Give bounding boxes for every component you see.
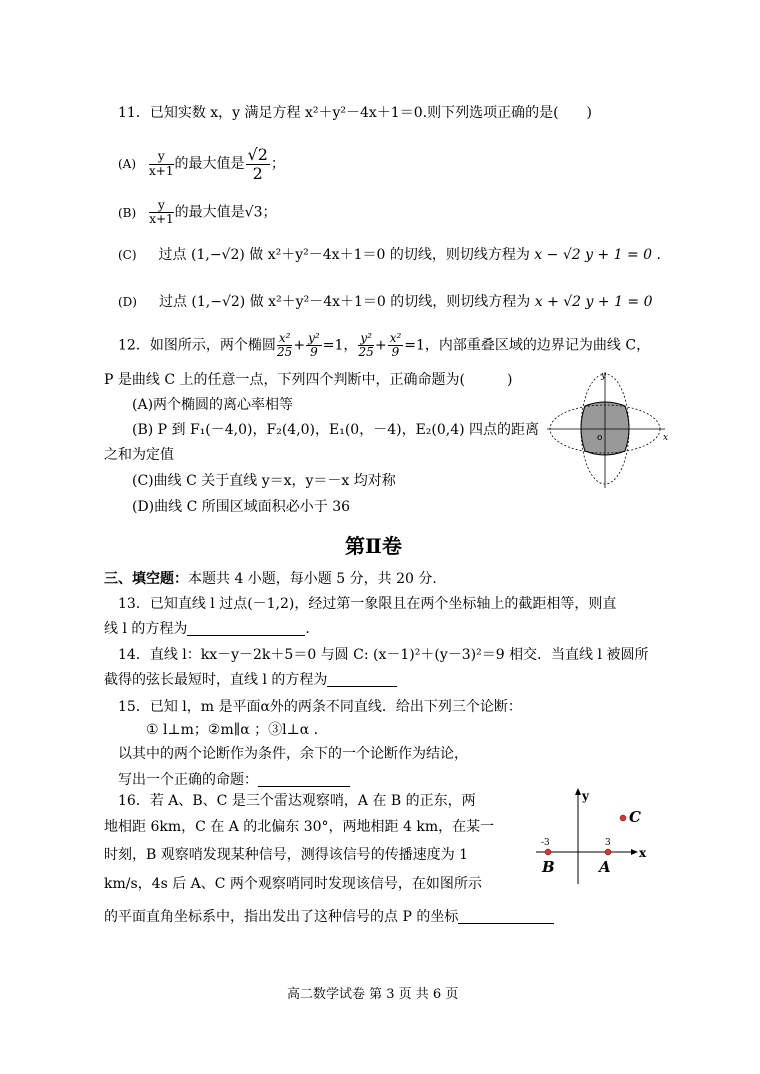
- q12-option-d: (D)曲线 C 所围区域面积必小于 36: [132, 499, 351, 515]
- q11-option-b: (B) $\frac{y}{x+1}$ 的最大值是√3；: [118, 198, 277, 227]
- point-a: [605, 849, 611, 855]
- q16-coordinate-figure: [530, 784, 655, 888]
- q11-option-c: (C) 过点 (1,−√2) 做 x²＋y²－4x＋1＝0 的切线，则切线方程为 x − √2 y + 1 = 0 .: [118, 247, 661, 263]
- q14-line2: 截得的弦长最短时，直线 l 的方程为: [104, 672, 397, 687]
- point-c: [620, 815, 626, 821]
- tick-label-3: 3: [605, 838, 611, 848]
- q13-line2: 线 l 的方程为 .: [104, 621, 310, 637]
- q13-answer-blank[interactable]: [187, 621, 305, 636]
- q11-stem: 11．已知实数 x，y 满足方程 x²＋y²－4x＋1＝0.则下列选项正确的是( ): [118, 105, 592, 121]
- q15-line3: 以其中的两个论断作为条件，余下的一个论断作为结论，: [118, 746, 468, 762]
- x-axis-arrow: [631, 849, 638, 855]
- q16-answer-blank[interactable]: [458, 909, 554, 924]
- y-axis-label: y: [582, 789, 589, 803]
- q16-line5: 的平面直角坐标系中，指出发出了这种信号的点 P 的坐标: [104, 909, 554, 924]
- part3-heading: 三、填空题：本题共 4 小题，每小题 5 分，共 20 分.: [104, 571, 437, 587]
- q15-line2: ① l⊥m；②m∥α ；③l⊥α ．: [146, 722, 328, 738]
- point-b: [545, 849, 551, 855]
- q12-line2: P 是曲线 C 上的任意一点，下列四个判断中，正确命题为( ): [104, 372, 513, 388]
- q12-option-a: (A)两个椭圆的离心率相等: [132, 397, 294, 413]
- label-a: A: [599, 858, 611, 876]
- q11-option-a: (A) $\frac{y}{x+1}$ 的最大值是 $\frac{√2}{2}$ ；: [118, 145, 285, 183]
- q11-option-d: (D) 过点 (1,−√2) 做 x²＋y²－4x＋1＝0 的切线，则切线方程为 x + √2 y + 1 = 0: [118, 294, 653, 310]
- q12-option-b: (B) P 到 F₁(－4,0)，F₂(4,0)，E₁(0，－4)，E₂(0,4) 四点的距离: [132, 422, 540, 438]
- q14-answer-blank[interactable]: [327, 672, 397, 687]
- q16-line1: 16．若 A、B、C 是三个雷达观察哨，A 在 B 的正东，两: [118, 793, 476, 809]
- q13-line1: 13．已知直线 l 过点(－1,2)，经过第一象限且在两个坐标轴上的截距相等，则直: [118, 596, 617, 612]
- y-axis-label: y: [601, 371, 607, 381]
- label-c: C: [629, 808, 641, 826]
- origin-label: o: [597, 433, 603, 443]
- q12-stem: 12．如图所示，两个椭圆 $\frac{\text{x²}}{25}$ + $\frac{\text{y²}}{9}$ =1， $\frac{\text{y²}}{25}$ + $\frac{\text{x²}}{9}$ =1，内部重叠区域的边界记为曲线 C，: [118, 331, 651, 360]
- q12-option-c: (C)曲线 C 关于直线 y＝x，y＝－x 均对称: [132, 473, 396, 489]
- q12-option-b-cont: 之和为定值: [104, 447, 174, 463]
- q14-line1: 14．直线 l：kx－y－2k＋5＝0 与圆 C: (x－1)²＋(y－3)²＝9 相交．当直线 l 被圆所: [118, 647, 649, 663]
- tick-label-neg3: -3: [541, 838, 550, 848]
- q16-line3: 时刻，B 观察哨发现某种信号，测得该信号的传播速度为 1: [104, 847, 469, 863]
- x-axis-label: x: [639, 846, 647, 860]
- q15-line1: 15．已知 l，m 是平面α外的两条不同直线．给出下列三个论断：: [118, 699, 522, 715]
- label-b: B: [542, 858, 555, 876]
- page-footer: 高二数学试卷 第 3 页 共 6 页: [287, 987, 459, 1002]
- q15-line4: 写出一个正确的命题：: [118, 772, 350, 787]
- y-axis-arrow: [575, 788, 581, 795]
- q15-answer-blank[interactable]: [258, 772, 350, 787]
- q16-line4: km/s，4s 后 A、C 两个观察哨同时发现该信号，在如图所示: [104, 876, 482, 892]
- x-axis-label: x: [663, 433, 669, 443]
- q12-ellipse-figure: [545, 368, 675, 492]
- q16-line2: 地相距 6km，C 在 A 的北偏东 30°，两地相距 4 km，在某一: [104, 819, 495, 835]
- section-title: 第Ⅱ卷: [345, 534, 402, 558]
